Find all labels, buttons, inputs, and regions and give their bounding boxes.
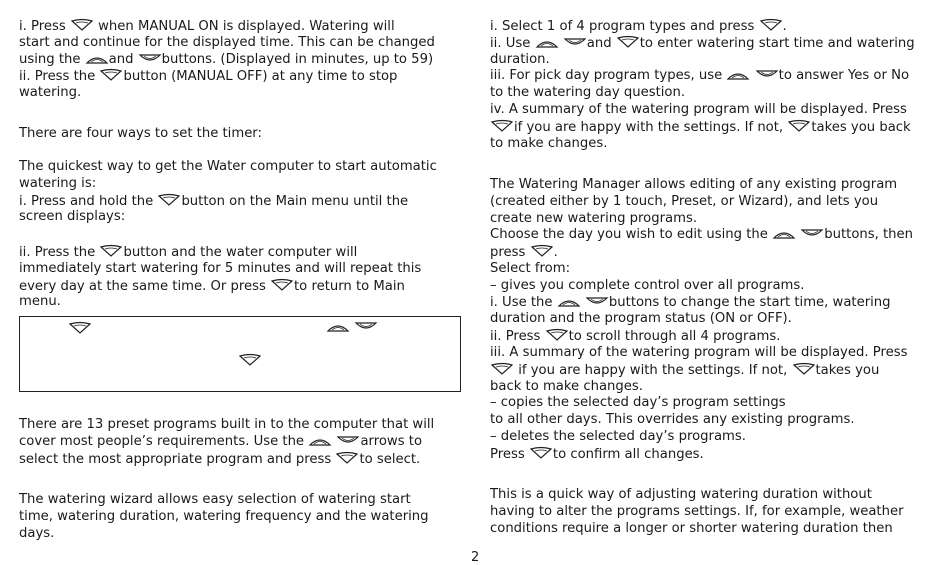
text-segment: iii. A summary of the watering program will be displayed. Press [490,344,908,360]
text-segment: days. [19,525,55,541]
text-line [490,412,913,429]
text-segment: Select from: [490,260,571,276]
text-segment: if you are happy with the settings. If not, [514,119,788,135]
text-segment: to confirm all changes. [552,446,704,462]
text-segment: The watering wizard allows easy selection of watering start [19,492,411,507]
text-segment: to the watering day question. [490,85,686,101]
down-button-icon [755,69,779,81]
text-segment: to scroll through all 4 programs. [568,329,781,345]
text-segment: and [586,35,616,51]
text-line [490,487,904,504]
text-line [19,193,437,210]
text-segment: iii. For pick day program types, use [490,68,727,84]
text-segment: watering. [19,85,82,101]
text-segment: takes you [815,362,880,378]
text-line [19,278,421,295]
text-line [19,492,429,509]
ok-button-icon [759,18,783,32]
text-segment: cover most people’s requirements. Use the [19,433,309,449]
text-segment: to all other days. This overrides any existing programs. [490,412,855,428]
text-segment: to return to Main [294,278,405,294]
ok-button-icon [68,321,92,335]
text-segment: watering is: [19,175,97,191]
text-segment: button (MANUAL OFF) at any time to stop [123,69,398,85]
text-line [490,85,915,102]
text-line [490,261,913,278]
text-segment: to make changes. [490,135,608,151]
up-button-icon [85,53,109,65]
ok-button-icon [157,193,181,207]
text-line [490,18,915,35]
text-segment: ii. Press [490,329,545,345]
up-button-icon [772,228,796,240]
one-touch-steps [19,159,437,226]
text-line [19,52,435,69]
text-line [19,209,437,226]
text-segment: ii. Use [490,35,535,51]
text-segment: select the most appropriate program and press [19,451,336,467]
ok-button-icon [792,362,816,376]
text-segment: having to alter the programs settings. If, for example, weather [490,503,904,519]
one-touch-confirm [19,244,421,311]
text-segment: start and continue for the displayed time. This can be changed [19,34,435,50]
text-line [490,504,904,521]
text-segment: using the [19,51,85,67]
text-line [490,68,915,85]
text-line [19,451,434,468]
text-line [19,126,262,143]
text-segment: i. Press [19,19,70,34]
text-line [19,18,435,35]
text-line [19,85,435,102]
text-line [19,159,437,176]
text-line [490,244,913,261]
text-line [490,395,913,412]
text-line [19,176,437,193]
text-segment: The Watering Manager allows editing of any existing program [490,177,898,192]
watering-adjust [490,487,904,537]
text-segment: ii. Press the [19,69,100,85]
up-button-icon [535,37,559,49]
down-button-icon [563,37,587,49]
ok-button-icon [99,68,123,82]
text-segment: create new watering programs. [490,210,698,226]
text-segment: to enter watering start time and watering [639,35,915,51]
up-button-icon [308,435,332,447]
text-line [490,362,913,379]
text-segment: iv. A summary of the watering program will be displayed. Press [490,101,907,117]
ok-button-icon [787,119,811,133]
text-line [490,35,915,52]
screen-display-box [19,316,461,392]
text-line [19,417,434,434]
text-segment: i. Select 1 of 4 program types and press [490,19,759,34]
text-segment: duration and the program status (ON or OFF). [490,311,792,327]
text-segment: buttons. (Displayed in minutes, up to 59) [161,51,434,67]
ok-button-icon [530,244,554,258]
down-button-icon [354,321,378,333]
text-line [19,244,421,261]
ok-button-icon [99,244,123,258]
text-line [490,328,913,345]
wizard-steps [490,18,915,152]
text-segment: i. Press and hold the [19,193,158,209]
text-segment: time, watering duration, watering frequency and the watering [19,508,429,524]
text-segment: . [553,245,558,261]
text-line [490,211,913,228]
text-segment: – gives you complete control over all programs. [490,277,805,293]
text-segment: to answer Yes or No [778,68,910,84]
text-line [490,194,913,211]
four-ways-intro [19,126,262,143]
watering-manager [490,177,913,463]
up-button-icon [726,69,750,81]
ok-button-icon [490,119,514,133]
text-segment: immediately start watering for 5 minutes and will repeat this [19,260,422,276]
down-button-icon [800,228,824,240]
up-button-icon [557,296,581,308]
ok-button-icon [545,328,569,342]
text-segment: if you are happy with the settings. If not, [514,362,792,378]
watering-wizard [19,492,429,542]
text-line [19,294,421,311]
ok-button-icon [529,446,553,460]
text-segment: button and the water computer will [123,245,358,260]
text-segment: and [108,51,138,67]
ok-button-icon [616,35,640,49]
text-segment: (created either by 1 touch, Preset, or Wizard), and lets you [490,193,879,209]
down-button-icon [336,435,360,447]
manual-watering-steps [19,18,435,102]
up-button-icon [326,321,350,333]
down-button-icon [138,53,162,65]
text-segment: i. Use the [490,294,557,310]
text-segment: Choose the day you wish to edit using the [490,227,773,243]
text-segment: Press [490,446,529,462]
text-line [490,295,913,312]
text-segment: buttons, then [824,227,914,243]
text-line [490,278,913,295]
text-segment: every day at the same time. Or press [19,278,271,294]
text-segment: ii. Press the [19,245,100,260]
text-line [490,521,904,538]
text-line [19,509,429,526]
text-segment: There are four ways to set the timer: [19,126,262,141]
text-segment: button on the Main menu until the [181,193,409,209]
text-line [490,446,913,463]
text-segment: The quickest way to get the Water computer to start automatic [19,159,437,174]
down-button-icon [585,296,609,308]
text-segment: arrows to [360,433,423,449]
text-line [490,177,913,194]
text-segment: takes you back [811,119,911,135]
text-line [19,434,434,451]
text-line [490,136,915,153]
text-line [490,119,915,136]
text-segment: to select. [359,451,421,467]
preset-programs [19,417,434,467]
text-segment: duration. [490,51,550,67]
text-line [19,35,435,52]
text-segment: . [782,19,787,34]
text-line [19,68,435,85]
ok-button-icon [335,451,359,465]
text-line [490,102,915,119]
text-line [490,52,915,69]
text-line [490,311,913,328]
text-segment: buttons to change the start time, watering [608,294,891,310]
text-segment: – deletes the selected day’s programs. [490,428,746,444]
text-segment: when MANUAL ON is displayed. Watering will [93,19,395,34]
ok-button-icon [490,362,514,376]
ok-button-icon [70,18,94,32]
text-segment: back to make changes. [490,378,643,394]
text-segment: press [490,245,530,261]
text-segment: This is a quick way of adjusting watering duration without [490,487,872,502]
text-segment: screen displays: [19,209,126,225]
text-line [490,227,913,244]
page-number: 2 [471,550,480,565]
ok-button-icon [270,278,294,292]
text-line [490,379,913,396]
text-segment: menu. [19,294,61,310]
ok-button-icon [238,353,262,367]
text-segment: There are 13 preset programs built in to the computer that will [19,417,435,432]
text-line [490,429,913,446]
text-line [19,261,421,278]
text-line [490,345,913,362]
text-segment: conditions require a longer or shorter watering duration then [490,520,893,536]
text-line [19,526,429,543]
text-segment: – copies the selected day’s program settings [490,395,786,411]
